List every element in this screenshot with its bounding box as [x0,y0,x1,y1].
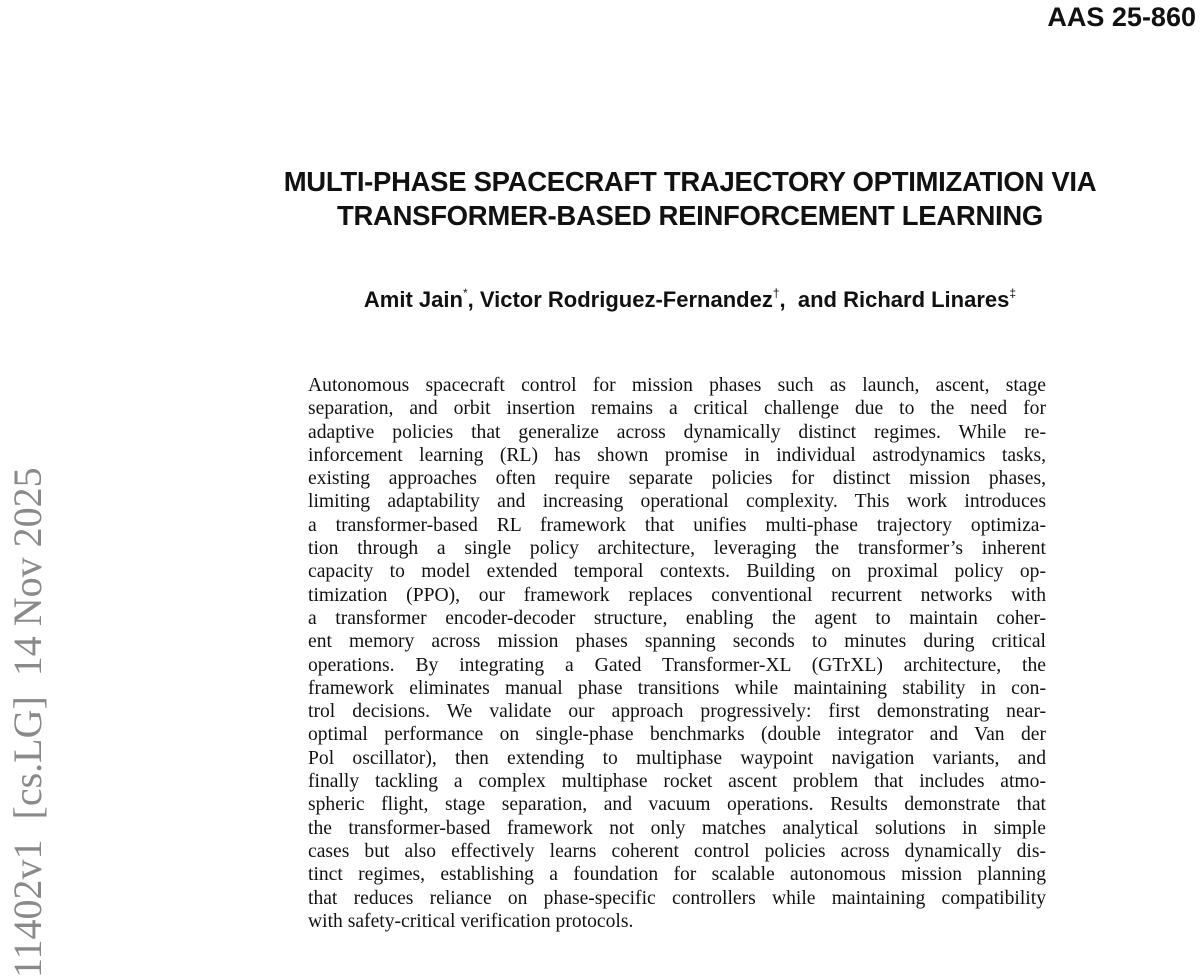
abstract-line: a transformer-based RL framework that unifies multi-phase trajectory optimiza- [308,514,1046,536]
abstract-line: Autonomous spacecraft control for mission phases such as launch, ascent, stage [308,375,1046,396]
abstract-line: a transformer encoder-decoder structure, enabling the agent to maintain coher- [308,607,1046,629]
abstract-line: tinct regimes, establishing a foundation for scalable autonomous mission planning [308,864,1046,886]
abstract-line: existing approaches often require separate policies for distinct mission phases, [308,468,1046,490]
title-line: MULTI-PHASE SPACECRAFT TRAJECTORY OPTIMIZATION VIA [283,166,1097,197]
abstract-line: trol decisions. We validate our approach progressively: first demonstrating near- [308,701,1046,723]
author-name: and Richard Linares [797,287,1010,312]
abstract-line: cases but also effectively learns coherent control policies across dynamically dis- [308,840,1046,862]
abstract-line: inforcement learning (RL) has shown promise in individual astrodynamics tasks, [308,444,1046,466]
abstract-line: adaptive policies that generalize across dynamically distinct regimes. While re- [308,421,1046,443]
paper-title [190,165,1190,233]
author-footnote-mark: † [772,286,780,300]
abstract-line: limiting adaptability and increasing operational complexity. This work introduces [308,491,1046,513]
author-name: Amit Jain [363,287,463,312]
title-line: TRANSFORMER-BASED REINFORCEMENT LEARNING [336,200,1044,231]
abstract-line: with safety-critical verification protocols. [308,910,634,932]
abstract-line: capacity to model extended temporal contexts. Building on proximal policy op- [308,561,1046,583]
arxiv-identifier-stamp: 11402v1 [cs.LG] 14 Nov 2025 [5,467,50,978]
abstract-line: the transformer-based framework not only matches analytical solutions in simple [308,817,1046,839]
abstract-line: ent memory across mission phases spanning seconds to minutes during critical [308,631,1046,653]
author-list [270,283,1110,317]
abstract-line: tion through a single policy architecture, leveraging the transformer’s inherent [308,538,1046,560]
author-name: Victor Rodriguez-Fernandez [479,287,773,312]
abstract-line: that reduces reliance on phase-specific controllers while maintaining compatibility [308,887,1046,909]
author-footnote-mark: * [462,286,468,300]
abstract-line: separation, and orbit insertion remains a critical challenge due to the need for [308,398,1046,420]
abstract-line: optimal performance on single-phase benchmarks (double integrator and Van der [308,724,1046,746]
abstract-line: finally tackling a complex multiphase rocket ascent problem that includes atmo- [308,771,1046,793]
report-number: AAS 25-860 [1047,2,1196,32]
author-footnote-mark: ‡ [1009,286,1017,300]
abstract-line: timization (PPO), our framework replaces conventional recurrent networks with [308,584,1046,606]
author-separator: , [779,287,786,312]
abstract-line: Pol oscillator), then extending to multiphase waypoint navigation variants, and [308,747,1046,769]
abstract-line: operations. By integrating a Gated Transformer-XL (GTrXL) architecture, the [308,654,1046,676]
abstract-line: spheric flight, stage separation, and vacuum operations. Results demonstrate that [308,794,1046,816]
abstract-line: framework eliminates manual phase transitions while maintaining stability in con- [308,677,1046,699]
abstract [308,374,1046,933]
author-separator: , [467,287,474,312]
